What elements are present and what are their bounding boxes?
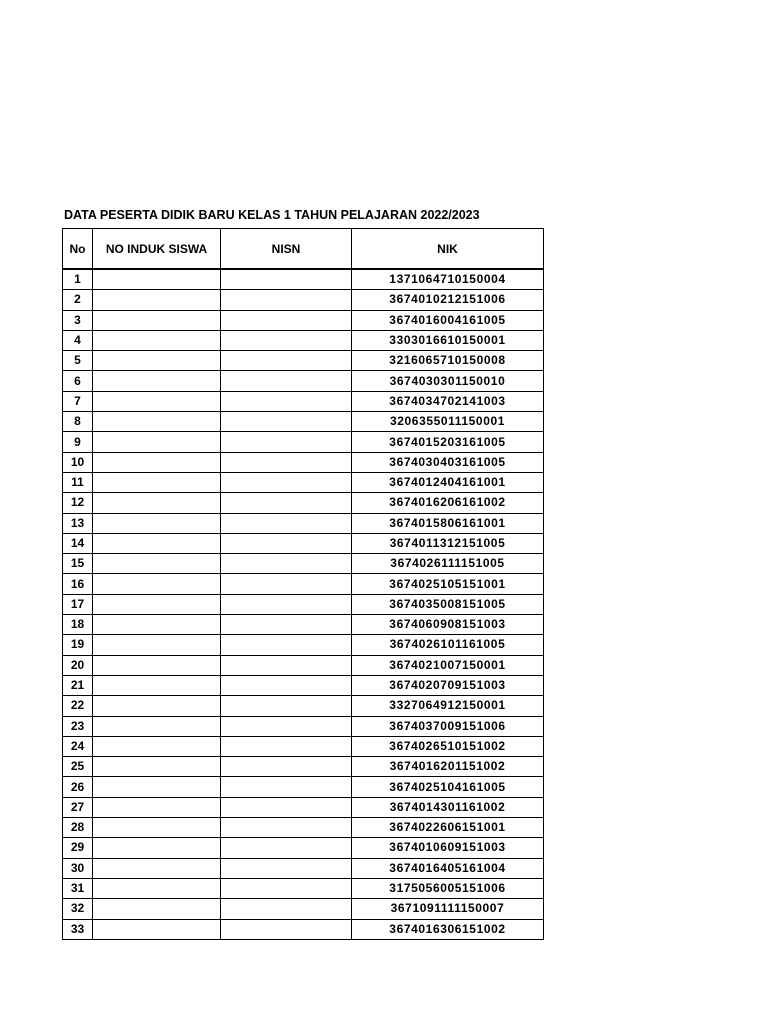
cell-no-induk-siswa — [93, 716, 221, 736]
cell-nisn — [221, 574, 352, 594]
header-no: No — [63, 229, 93, 269]
cell-nisn — [221, 899, 352, 919]
cell-no: 22 — [63, 696, 93, 716]
cell-no-induk-siswa — [93, 270, 221, 290]
cell-no-induk-siswa — [93, 412, 221, 432]
cell-no: 23 — [63, 716, 93, 736]
cell-nik: 3674011312151005 — [352, 533, 544, 553]
cell-no: 33 — [63, 919, 93, 939]
cell-no: 1 — [63, 270, 93, 290]
cell-no: 28 — [63, 818, 93, 838]
table-row — [63, 655, 544, 675]
table-row — [63, 533, 544, 553]
cell-no: 19 — [63, 635, 93, 655]
cell-no-induk-siswa — [93, 838, 221, 858]
cell-no: 24 — [63, 736, 93, 756]
cell-no: 30 — [63, 858, 93, 878]
cell-no: 4 — [63, 330, 93, 350]
table-row — [63, 919, 544, 939]
cell-no: 5 — [63, 351, 93, 371]
cell-nik: 1371064710150004 — [352, 270, 544, 290]
cell-nisn — [221, 391, 352, 411]
cell-nisn — [221, 351, 352, 371]
cell-nisn — [221, 736, 352, 756]
table-body — [63, 269, 544, 940]
cell-nik: 3674016201151002 — [352, 757, 544, 777]
table-row — [63, 716, 544, 736]
cell-no-induk-siswa — [93, 655, 221, 675]
cell-nik: 3674030301150010 — [352, 371, 544, 391]
cell-nik: 3674021007150001 — [352, 655, 544, 675]
cell-nisn — [221, 554, 352, 574]
table-row — [63, 615, 544, 635]
cell-nik: 3674035008151005 — [352, 594, 544, 614]
cell-no: 25 — [63, 757, 93, 777]
table-row — [63, 472, 544, 492]
cell-nik: 3674060908151003 — [352, 615, 544, 635]
table-row — [63, 878, 544, 898]
cell-nisn — [221, 615, 352, 635]
table-row — [63, 493, 544, 513]
cell-nik: 3674010212151006 — [352, 290, 544, 310]
cell-nik: 3674012404161001 — [352, 472, 544, 492]
table-row — [63, 594, 544, 614]
cell-no-induk-siswa — [93, 330, 221, 350]
cell-nisn — [221, 696, 352, 716]
cell-nisn — [221, 797, 352, 817]
cell-no: 20 — [63, 655, 93, 675]
cell-nik: 3674015203161005 — [352, 432, 544, 452]
cell-no-induk-siswa — [93, 493, 221, 513]
cell-nik: 3671091111150007 — [352, 899, 544, 919]
cell-no-induk-siswa — [93, 696, 221, 716]
cell-nik: 3674020709151003 — [352, 675, 544, 695]
cell-no: 9 — [63, 432, 93, 452]
cell-nisn — [221, 270, 352, 290]
table-row — [63, 351, 544, 371]
cell-nik: 3216065710150008 — [352, 351, 544, 371]
header-nik: NIK — [352, 229, 544, 269]
cell-no: 8 — [63, 412, 93, 432]
cell-nisn — [221, 472, 352, 492]
cell-nik: 3674016206161002 — [352, 493, 544, 513]
cell-no: 7 — [63, 391, 93, 411]
cell-nik: 3674034702141003 — [352, 391, 544, 411]
cell-nisn — [221, 838, 352, 858]
cell-nisn — [221, 675, 352, 695]
cell-no-induk-siswa — [93, 554, 221, 574]
cell-no: 31 — [63, 878, 93, 898]
cell-nik: 3674037009151006 — [352, 716, 544, 736]
table-row — [63, 452, 544, 472]
cell-nisn — [221, 919, 352, 939]
cell-nik: 3674025105151001 — [352, 574, 544, 594]
cell-no: 16 — [63, 574, 93, 594]
header-row — [63, 229, 544, 269]
cell-no-induk-siswa — [93, 615, 221, 635]
cell-nik: 3674025104161005 — [352, 777, 544, 797]
cell-nik: 3303016610150001 — [352, 330, 544, 350]
table-row — [63, 513, 544, 533]
table-header — [63, 229, 544, 269]
table-row — [63, 330, 544, 350]
cell-nik: 3206355011150001 — [352, 412, 544, 432]
cell-no: 21 — [63, 675, 93, 695]
cell-no-induk-siswa — [93, 797, 221, 817]
cell-no-induk-siswa — [93, 472, 221, 492]
table-row — [63, 858, 544, 878]
cell-nik: 3674010609151003 — [352, 838, 544, 858]
cell-nik: 3175056005151006 — [352, 878, 544, 898]
cell-no-induk-siswa — [93, 371, 221, 391]
table-row — [63, 797, 544, 817]
cell-nisn — [221, 878, 352, 898]
cell-nisn — [221, 290, 352, 310]
cell-no-induk-siswa — [93, 290, 221, 310]
cell-nisn — [221, 858, 352, 878]
cell-nisn — [221, 371, 352, 391]
cell-no-induk-siswa — [93, 310, 221, 330]
table-row — [63, 736, 544, 756]
table-row — [63, 675, 544, 695]
cell-no: 11 — [63, 472, 93, 492]
table-row — [63, 391, 544, 411]
cell-no-induk-siswa — [93, 878, 221, 898]
cell-nik: 3327064912150001 — [352, 696, 544, 716]
cell-no-induk-siswa — [93, 351, 221, 371]
cell-nik: 3674030403161005 — [352, 452, 544, 472]
table-row — [63, 432, 544, 452]
table-row — [63, 838, 544, 858]
cell-nisn — [221, 777, 352, 797]
table-row — [63, 270, 544, 290]
table-row — [63, 635, 544, 655]
cell-no-induk-siswa — [93, 452, 221, 472]
header-no-induk-siswa: NO INDUK SISWA — [93, 229, 221, 269]
cell-nisn — [221, 655, 352, 675]
cell-no-induk-siswa — [93, 513, 221, 533]
cell-no: 12 — [63, 493, 93, 513]
cell-no-induk-siswa — [93, 432, 221, 452]
student-data-table — [62, 228, 544, 940]
cell-no-induk-siswa — [93, 635, 221, 655]
cell-no: 14 — [63, 533, 93, 553]
cell-nisn — [221, 716, 352, 736]
cell-nik: 3674015806161001 — [352, 513, 544, 533]
cell-no-induk-siswa — [93, 899, 221, 919]
cell-no-induk-siswa — [93, 757, 221, 777]
cell-nisn — [221, 635, 352, 655]
cell-no-induk-siswa — [93, 675, 221, 695]
cell-no: 13 — [63, 513, 93, 533]
cell-no: 26 — [63, 777, 93, 797]
cell-nisn — [221, 818, 352, 838]
cell-no: 10 — [63, 452, 93, 472]
table-row — [63, 310, 544, 330]
cell-no: 27 — [63, 797, 93, 817]
cell-nisn — [221, 330, 352, 350]
cell-no: 17 — [63, 594, 93, 614]
table-row — [63, 757, 544, 777]
table-row — [63, 371, 544, 391]
cell-nisn — [221, 452, 352, 472]
cell-nisn — [221, 412, 352, 432]
cell-nik: 3674026510151002 — [352, 736, 544, 756]
cell-no-induk-siswa — [93, 736, 221, 756]
table-row — [63, 777, 544, 797]
cell-nik: 3674014301161002 — [352, 797, 544, 817]
cell-nik: 3674016306151002 — [352, 919, 544, 939]
cell-nik: 3674022606151001 — [352, 818, 544, 838]
cell-no-induk-siswa — [93, 594, 221, 614]
table-row — [63, 818, 544, 838]
cell-no-induk-siswa — [93, 574, 221, 594]
cell-no-induk-siswa — [93, 858, 221, 878]
cell-no-induk-siswa — [93, 919, 221, 939]
cell-no: 32 — [63, 899, 93, 919]
table-row — [63, 696, 544, 716]
header-nisn: NISN — [221, 229, 352, 269]
cell-nik: 3674026111151005 — [352, 554, 544, 574]
cell-no: 29 — [63, 838, 93, 858]
document-title: DATA PESERTA DIDIK BARU KELAS 1 TAHUN PELAJARAN 2022/2023 — [64, 208, 480, 222]
cell-no: 6 — [63, 371, 93, 391]
cell-no: 2 — [63, 290, 93, 310]
table-row — [63, 412, 544, 432]
cell-nisn — [221, 757, 352, 777]
cell-nisn — [221, 533, 352, 553]
table-row — [63, 574, 544, 594]
cell-nisn — [221, 513, 352, 533]
table-row — [63, 290, 544, 310]
cell-no-induk-siswa — [93, 533, 221, 553]
cell-no-induk-siswa — [93, 391, 221, 411]
cell-nik: 3674016004161005 — [352, 310, 544, 330]
cell-nik: 3674026101161005 — [352, 635, 544, 655]
cell-nik: 3674016405161004 — [352, 858, 544, 878]
cell-no: 15 — [63, 554, 93, 574]
cell-no: 18 — [63, 615, 93, 635]
cell-no: 3 — [63, 310, 93, 330]
table-row — [63, 899, 544, 919]
cell-no-induk-siswa — [93, 818, 221, 838]
cell-nisn — [221, 310, 352, 330]
cell-nisn — [221, 432, 352, 452]
cell-nisn — [221, 493, 352, 513]
cell-nisn — [221, 594, 352, 614]
table-row — [63, 554, 544, 574]
cell-no-induk-siswa — [93, 777, 221, 797]
